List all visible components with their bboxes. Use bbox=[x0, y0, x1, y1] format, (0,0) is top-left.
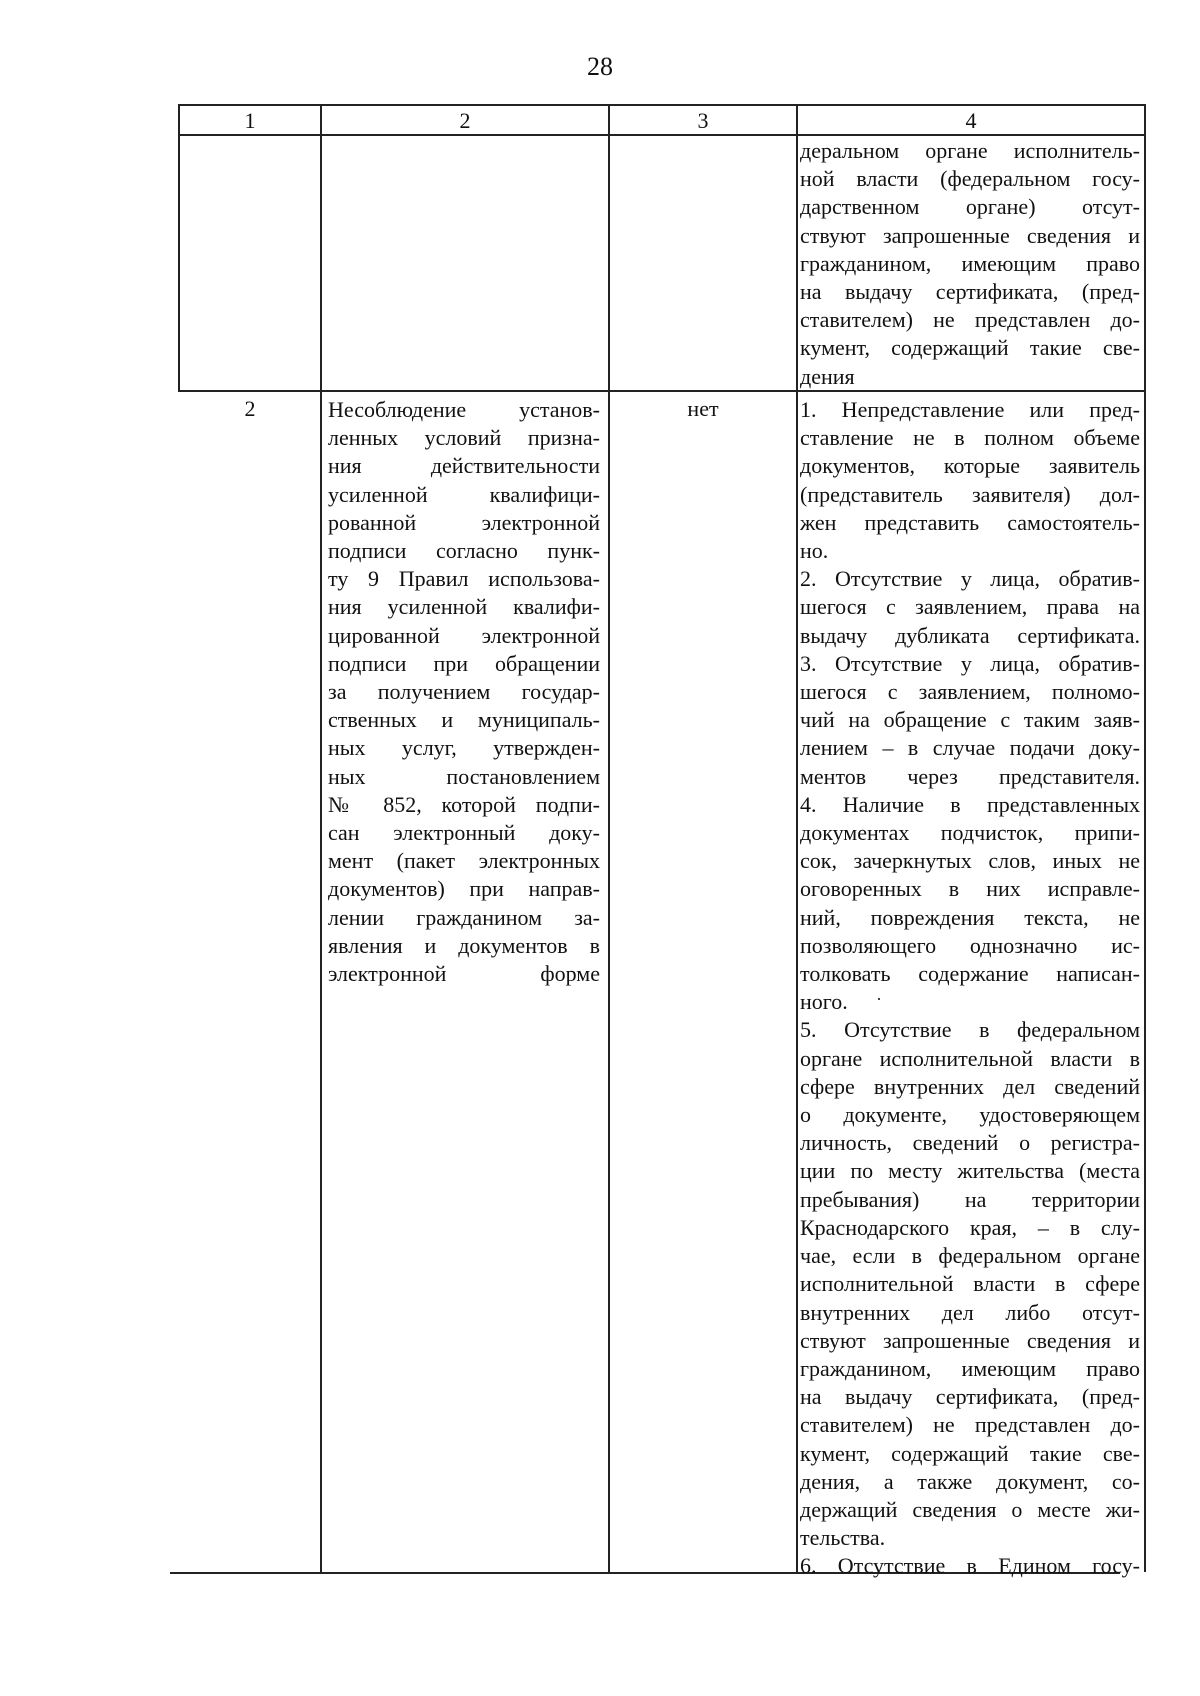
scan-speck bbox=[878, 998, 880, 1000]
column-border bbox=[178, 104, 180, 390]
column-border bbox=[608, 104, 610, 1572]
header-col-2: 2 bbox=[459, 108, 471, 133]
row2-col3: нет bbox=[687, 396, 719, 421]
page-number: 28 bbox=[587, 52, 613, 81]
row2-number: 2 bbox=[244, 396, 256, 421]
header-col-1: 1 bbox=[244, 108, 256, 133]
row2-col2: Несоблюдение установ- ленных условий призна- ния действительности усиленной квалифици- рованной электронной подписи согласно пунк- ту 9 Правил использова- ния усиленной квалифи- цированной электронной подписи при обращении за получением государ- ственных и муниципаль- ных услуг, утвержден- ных постановлением № 852, которой подпи- сан электронный доку- мент (пакет электронных документов) при направ- лении гражданином за- явления и документов в электронной форме bbox=[328, 397, 600, 987]
table-top-border bbox=[178, 104, 1146, 106]
header-col-4: 4 bbox=[965, 108, 977, 133]
row2-col4: 1. Непредставление или пред- ставление не в полном объеме документов, которые заявитель (представитель заявителя) дол- жен представить самостоятель- но. 2. Отсутствие у лица, обратив- шегося с заявлением, права на выдачу дубликата сертификата. 3. Отсутствие у лица, обратив- шегося с заявлением, полномо- чий на обращение с таким заяв- лением – в случае подачи доку- ментов через представителя. 4. Наличие в представленных документах подчисток, припи- сок, зачеркнутых слов, иных не оговоренных в них исправле- ний, повреждения текста, не позволяющего однозначно ис- толковать содержание написан- ного. 5. Отсутствие в федеральном органе исполнительной власти в сфере внутренних дел сведений о документе, удостоверяющем личность, сведений о регистра- ции по месту жительства (места пребывания) на территории Краснодарского края, – в слу- чае, если в федеральном органе исполнительной власти в сфере внутренних дел либо отсут- ствуют запрошенные сведения и гражданином, имеющим право на выдачу сертификата, (пред- ставителем) не представлен до- кумент, содержащий такие све- дения, а также документ, со- держащий сведения о месте жи- тельства. 6. Отсутствие в Едином госу- bbox=[800, 397, 1140, 1579]
continued-row-col4: деральном органе исполнитель- ной власти (федеральном госу- дарственном органе) отсут- ствуют запрошенные сведения и гражданином, имеющим право на выдачу сертификата, (пред- ставителем) не представлен до- кумент, содержащий такие све- дения bbox=[800, 138, 1140, 389]
column-border bbox=[1144, 104, 1146, 1572]
header-col-3: 3 bbox=[697, 108, 709, 133]
column-border bbox=[320, 104, 322, 1572]
column-border bbox=[796, 104, 798, 1572]
header-bottom-border bbox=[178, 134, 1146, 136]
